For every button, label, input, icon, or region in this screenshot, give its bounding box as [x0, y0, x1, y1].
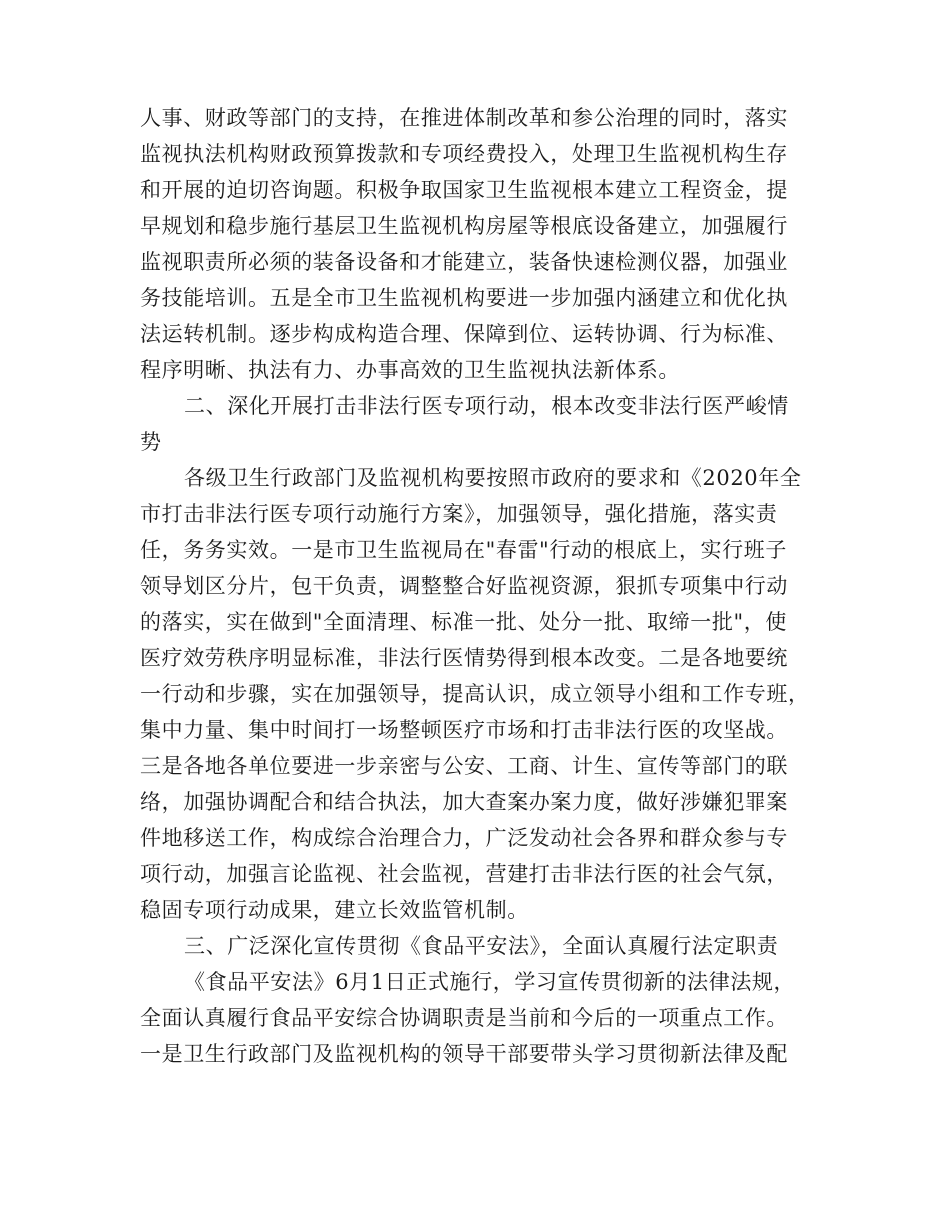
- body-line: 《食品平安法》6月1日正式施行，学习宣传贯彻新的法律法规，: [184, 970, 796, 994]
- body-line: 和开展的迫切咨询题。积极争取国家卫生监视根本建立工程资金，提: [140, 178, 788, 202]
- body-line: 集中力量、集中时间打一场整顿医疗市场和打击非法行医的攻坚战。: [140, 718, 788, 742]
- section-heading-2-cont: 势: [140, 430, 162, 454]
- body-line: 项行动，加强言论监视、社会监视，营建打击非法行医的社会气氛，: [140, 862, 788, 886]
- section-heading-3: 三、广泛深化宣传贯彻《食品平安法》，全面认真履行法定职责: [184, 934, 779, 958]
- body-line: 监视执法机构财政预算拨款和专项经费投入，处理卫生监视机构生存: [140, 142, 788, 166]
- body-line: 一行动和步骤，实在加强领导，提高认识，成立领导小组和工作专班，: [140, 682, 810, 706]
- body-line: 任，务务实效。一是市卫生监视局在"春雷"行动的根底上，实行班子: [140, 538, 787, 562]
- body-line: 三是各地各单位要进一步亲密与公安、工商、计生、宣传等部门的联: [140, 754, 788, 778]
- body-line: 络，加强协调配合和结合执法，加大查案办案力度，做好涉嫌犯罪案: [140, 790, 788, 814]
- document-body: [140, 100, 830, 1072]
- body-line: 程序明晰、执法有力、办事高效的卫生监视执法新体系。: [140, 358, 680, 382]
- body-line: 全面认真履行食品平安综合协调职责是当前和今后的一项重点工作。: [140, 1006, 788, 1030]
- section-heading-2: 二、深化开展打击非法行医专项行动，根本改变非法行医严峻情: [184, 394, 789, 418]
- body-line: 早规划和稳步施行基层卫生监视机构房屋等根底设备建立，加强履行: [140, 214, 788, 238]
- body-line: 务技能培训。五是全市卫生监视机构要进一步加强内涵建立和优化执: [140, 286, 788, 310]
- body-line: 一是卫生行政部门及监视机构的领导干部要带头学习贯彻新法律及配: [140, 1042, 788, 1066]
- body-line: 市打击非法行医专项行动施行方案》，加强领导，强化措施，落实责: [140, 502, 778, 526]
- body-line: 医疗效劳秩序明显标准，非法行医情势得到根本改变。二是各地要统: [140, 646, 788, 670]
- body-line: 监视职责所必须的装备设备和才能建立，装备快速检测仪器，加强业: [140, 250, 788, 274]
- body-line: 法运转机制。逐步构成构造合理、保障到位、运转协调、行为标准、: [140, 322, 788, 346]
- body-line: 件地移送工作，构成综合治理合力，广泛发动社会各界和群众参与专: [140, 826, 788, 850]
- body-line: 领导划区分片，包干负责，调整整合好监视资源，狠抓专项集中行动: [140, 574, 788, 598]
- body-line: 的落实，实在做到"全面清理、标准一批、处分一批、取缔一批"，使: [140, 610, 787, 634]
- body-line: 各级卫生行政部门及监视机构要按照市政府的要求和《2020年全: [184, 466, 802, 490]
- body-line: 人事、财政等部门的支持，在推进体制改革和参公治理的同时，落实: [140, 106, 788, 130]
- body-line: 稳固专项行动成果，建立长效监管机制。: [140, 898, 529, 922]
